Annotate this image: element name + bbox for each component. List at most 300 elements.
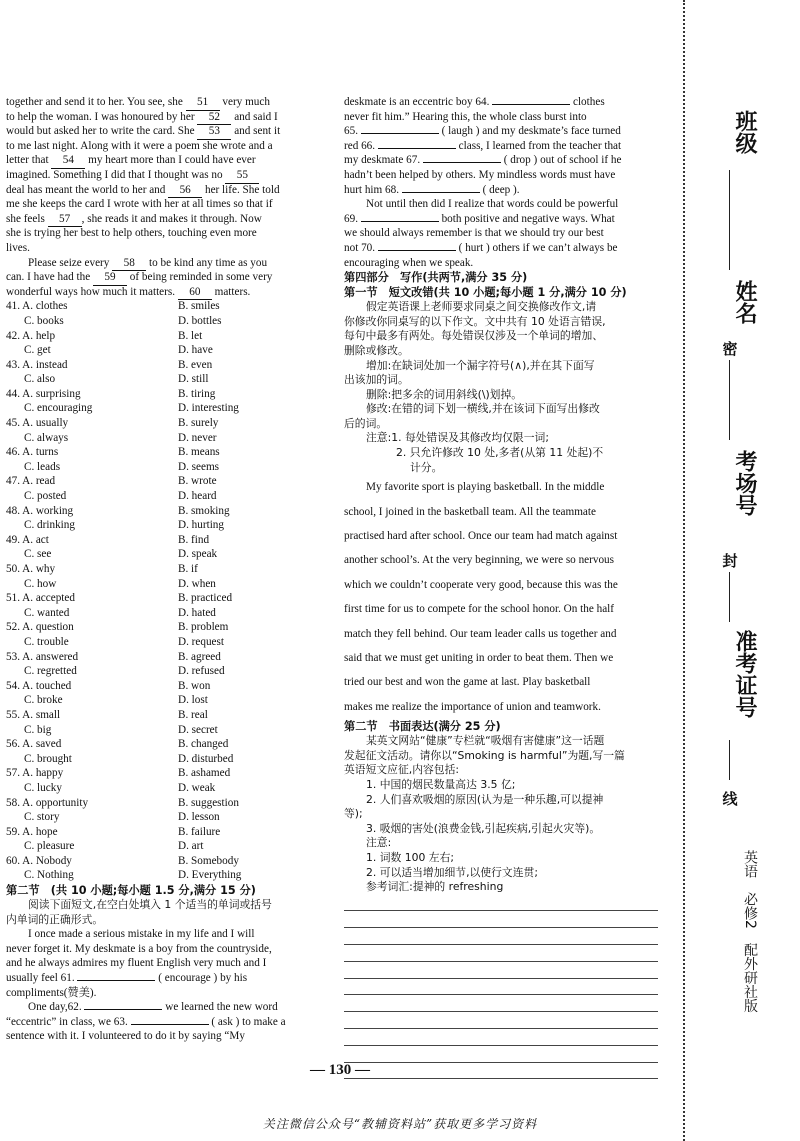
- instruction-line: 删除:把多余的词用斜线(\)划掉。: [366, 387, 523, 401]
- text-segment: ( laugh ) and my deskmate’s face turned: [438, 125, 621, 138]
- option-b[interactable]: B. failure: [178, 825, 221, 838]
- option-row: [6, 810, 324, 825]
- class-field-line[interactable]: [729, 170, 730, 270]
- option-row: [6, 766, 324, 781]
- option-row: [6, 854, 324, 869]
- option-row: [6, 708, 324, 723]
- text-line: [6, 197, 324, 212]
- text-line: [6, 183, 324, 198]
- writing-line[interactable]: [344, 995, 658, 1012]
- text-segment: compliments(赞美).: [6, 986, 97, 999]
- option-c[interactable]: C. books: [24, 314, 64, 327]
- writing-heading: 第二节 书面表达(满分 25 分): [344, 720, 501, 734]
- option-a[interactable]: 55. A. small: [6, 708, 61, 721]
- option-a[interactable]: 43. A. instead: [6, 358, 68, 371]
- text-segment: can. I have had the: [6, 271, 93, 284]
- option-row: [6, 416, 324, 431]
- text-line: [6, 110, 324, 125]
- option-a[interactable]: 42. A. help: [6, 329, 56, 342]
- option-a[interactable]: 54. A. touched: [6, 679, 72, 692]
- text-line: [6, 226, 324, 241]
- part4-heading: 第四部分 写作(共两节,满分 35 分): [344, 271, 528, 285]
- text-line: [6, 956, 324, 971]
- writing-line[interactable]: [344, 945, 658, 962]
- option-a[interactable]: 56. A. saved: [6, 738, 62, 751]
- option-d[interactable]: D. seems: [178, 460, 220, 473]
- option-row: [6, 533, 324, 548]
- option-row: [6, 635, 324, 650]
- section2-heading: 第二节 (共 10 小题;每小题 1.5 分,满分 15 分): [6, 884, 256, 898]
- text-segment: ( encourage ) by his: [155, 972, 248, 985]
- option-row: [6, 504, 324, 519]
- text-segment: usually feel 61.: [6, 972, 78, 985]
- text-segment: both positive and negative ways. What: [438, 212, 615, 225]
- option-d[interactable]: D. secret: [178, 723, 218, 736]
- option-row: [6, 299, 324, 314]
- option-row: [6, 796, 324, 811]
- option-d[interactable]: D. hurting: [178, 519, 224, 532]
- option-row: [6, 474, 324, 489]
- answer-blank[interactable]: 53: [197, 124, 231, 140]
- prompt-line: 1. 词数 100 左右;: [366, 850, 455, 864]
- id-field-label: 准考证号: [732, 630, 757, 718]
- prompt-line: 等);: [344, 807, 363, 821]
- option-a[interactable]: 52. A. question: [6, 621, 74, 634]
- option-b[interactable]: B. smoking: [178, 504, 230, 517]
- text-segment: hurt him 68.: [344, 183, 402, 196]
- essay-line: said that we must get uniting in order to beat them. Then we: [344, 651, 614, 664]
- essay-line: which we couldn’t cooperate very good, because this was the: [344, 578, 618, 591]
- essay-line: match they fell behind. Our team leader calls us together and: [344, 627, 617, 640]
- text-segment: very much: [219, 96, 270, 108]
- text-segment: to help the woman. I was honoured by her: [6, 110, 198, 123]
- answer-blank[interactable]: 56: [168, 183, 202, 199]
- option-d[interactable]: D. Everything: [178, 869, 242, 882]
- essay-line: school, I joined in the basketball team. All the teammate: [344, 505, 596, 518]
- option-c[interactable]: C. Nothing: [24, 869, 74, 882]
- answer-blank[interactable]: [378, 148, 456, 149]
- option-row: [6, 445, 324, 460]
- text-segment: together and send it to her. You see, she: [6, 96, 186, 108]
- grammar-fill-passage-continued: [344, 95, 662, 270]
- option-a[interactable]: 47. A. read: [6, 475, 56, 488]
- essay-line: makes me realize the importance of union and teamwork.: [344, 700, 601, 713]
- text-segment: ( drop ) out of school if he: [500, 154, 622, 167]
- prompt-line: 2. 可以适当增加细节,以使行文连贯;: [366, 865, 538, 879]
- option-b[interactable]: B. changed: [178, 738, 229, 751]
- grammar-fill-passage: [6, 927, 324, 1044]
- error-correction-instructions: [344, 300, 662, 475]
- writing-line[interactable]: [344, 928, 658, 945]
- text-line: [6, 285, 324, 300]
- option-d[interactable]: D. speak: [178, 548, 218, 561]
- option-row: [6, 387, 324, 402]
- text-segment: never fit him.” Hearing this, the whole class burst into: [344, 110, 587, 123]
- option-d[interactable]: D. art: [178, 840, 204, 853]
- text-segment: we should always remember is that we should try our best: [344, 227, 604, 240]
- text-segment: we learned the new word: [162, 1001, 278, 1014]
- option-a[interactable]: 60. A. Nobody: [6, 854, 72, 867]
- option-c[interactable]: C. trouble: [24, 635, 69, 648]
- option-c[interactable]: C. always: [24, 431, 69, 444]
- binding-cut-line: [683, 0, 685, 1141]
- option-a[interactable]: 53. A. answered: [6, 650, 79, 663]
- option-b[interactable]: B. suggestion: [178, 796, 239, 809]
- answer-blank[interactable]: 55: [225, 168, 259, 184]
- option-row: [6, 314, 324, 329]
- section2-instructions: [6, 898, 324, 927]
- option-c[interactable]: C. lucky: [24, 781, 62, 794]
- option-a[interactable]: 45. A. usually: [6, 417, 69, 430]
- text-line: [344, 183, 662, 198]
- option-d[interactable]: D. when: [178, 577, 216, 590]
- prompt-line: 注意:: [366, 836, 392, 850]
- text-line: [6, 124, 324, 139]
- writing-line[interactable]: [344, 962, 658, 979]
- writing-line[interactable]: [344, 979, 658, 996]
- cloze-options: [6, 299, 324, 883]
- option-row: [6, 460, 324, 475]
- text-line: [344, 241, 662, 256]
- text-segment: ( deep ).: [479, 183, 520, 196]
- instruction-line: 注意:1. 每处错误及其修改均仅限一词;: [366, 431, 549, 445]
- option-row: [6, 693, 324, 708]
- writing-line[interactable]: [344, 1012, 658, 1029]
- text-segment: her life. She told: [202, 183, 280, 196]
- answer-blank[interactable]: 52: [197, 110, 231, 126]
- option-a[interactable]: 41. A. clothes: [6, 300, 68, 313]
- option-row: [6, 343, 324, 358]
- option-row: [6, 679, 324, 694]
- text-line: [6, 1029, 324, 1044]
- text-segment: Not until then did I realize that words could be powerful: [366, 198, 619, 211]
- option-a[interactable]: 51. A. accepted: [6, 592, 75, 605]
- prompt-line: 某英文网站“健康”专栏就“吸烟有害健康”这一话题: [366, 734, 605, 748]
- option-b[interactable]: B. Somebody: [178, 854, 239, 867]
- text-line: [6, 1000, 324, 1015]
- text-line: [344, 226, 662, 241]
- room-field-line[interactable]: [729, 572, 730, 622]
- prompt-line: 2. 人们喜欢吸烟的原因(认为是一种乐趣,可以提神: [366, 792, 604, 806]
- option-d[interactable]: D. refused: [178, 665, 225, 678]
- essay-line: tried our best and won the game at last. Play basketball: [344, 676, 591, 689]
- answer-blank[interactable]: 60: [178, 285, 212, 301]
- prompt-line: 发起征文活动。请你以“Smoking is harmful”为题,写一篇: [344, 748, 625, 762]
- option-row: [6, 737, 324, 752]
- option-b[interactable]: B. won: [178, 679, 211, 692]
- option-row: [6, 372, 324, 387]
- option-c[interactable]: C. see: [24, 548, 52, 561]
- id-field-line[interactable]: [729, 740, 730, 780]
- writing-line[interactable]: [344, 1029, 658, 1046]
- essay-line: another school’s. At the very beginning, we were so nervous: [344, 554, 614, 567]
- instruction-line: 2. 只允许修改 10 处,多者(从第 11 处起)不: [396, 446, 604, 460]
- text-segment: 69.: [344, 212, 361, 225]
- answer-blank[interactable]: [77, 980, 155, 981]
- option-b[interactable]: B. tiring: [178, 387, 216, 400]
- text-line: [6, 241, 324, 256]
- text-segment: to me last night. Along with it were a poem she wrote and a: [6, 139, 273, 152]
- text-segment: my deskmate 67.: [344, 154, 423, 167]
- error-correction-heading: 第一节 短文改错(共 10 小题;每小题 1 分,满分 10 分): [344, 286, 627, 300]
- prompt-line: 3. 吸烟的害处(浪费金钱,引起疾病,引起火灾等)。: [366, 821, 601, 835]
- text-segment: would but asked her to write the card. She: [6, 125, 198, 138]
- instruction-line: 后的词。: [344, 416, 388, 430]
- text-segment: class, I learned from the teacher that: [455, 139, 622, 152]
- answer-blank[interactable]: 51: [186, 95, 220, 111]
- answer-blank[interactable]: 58: [112, 256, 146, 272]
- text-line: [344, 139, 662, 154]
- essay-line: first time for us to compete for the school honor. On the half: [344, 603, 614, 616]
- answer-blank[interactable]: [361, 133, 439, 134]
- text-line: [344, 197, 662, 212]
- option-a[interactable]: 49. A. act: [6, 533, 49, 546]
- option-row: [6, 518, 324, 533]
- text-segment: red 66.: [344, 139, 378, 152]
- option-c[interactable]: C. big: [24, 723, 52, 736]
- option-row: [6, 329, 324, 344]
- option-d[interactable]: D. hated: [178, 606, 216, 619]
- writing-line[interactable]: [344, 895, 658, 912]
- text-segment: Please seize every: [28, 256, 113, 269]
- option-b[interactable]: B. means: [178, 446, 220, 459]
- text-segment: letter that: [6, 154, 52, 167]
- option-b[interactable]: B. problem: [178, 621, 229, 634]
- answer-blank[interactable]: [361, 221, 439, 222]
- text-segment: lives.: [6, 241, 30, 254]
- text-segment: deskmate is an eccentric boy 64.: [344, 96, 493, 108]
- option-row: [6, 401, 324, 416]
- text-segment: ( hurt ) others if we can’t always be: [455, 241, 618, 254]
- option-row: [6, 620, 324, 635]
- option-c[interactable]: C. broke: [24, 694, 63, 707]
- option-b[interactable]: B. practiced: [178, 592, 233, 605]
- option-c[interactable]: C. leads: [24, 460, 61, 473]
- text-segment: she feels: [6, 212, 48, 225]
- text-line: [344, 95, 662, 110]
- answer-blank[interactable]: 57: [48, 212, 82, 228]
- text-line: [6, 986, 324, 1001]
- text-segment: deal has meant the world to her and: [6, 183, 169, 196]
- text-line: [6, 153, 324, 168]
- text-segment: encouraging when we speak.: [344, 256, 474, 269]
- essay-line: practised hard after school. Once our team had match against: [344, 530, 618, 543]
- option-c[interactable]: C. story: [24, 811, 60, 824]
- option-b[interactable]: B. smiles: [178, 300, 220, 313]
- text-segment: clothes: [570, 96, 605, 108]
- answer-blank[interactable]: [423, 162, 501, 163]
- text-segment: I once made a serious mistake in my life and I will: [28, 928, 255, 941]
- seal-mi: 密: [722, 340, 738, 358]
- option-row: [6, 781, 324, 796]
- option-row: [6, 650, 324, 665]
- option-b[interactable]: B. agreed: [178, 650, 221, 663]
- text-segment: my heart more than I could have ever: [85, 154, 256, 167]
- writing-line[interactable]: [344, 1046, 658, 1063]
- text-segment: 65.: [344, 125, 361, 138]
- instruction-line: 每句中最多有两处。每处错误仅涉及一个单词的增加、: [344, 329, 604, 343]
- class-field-label: 班级: [732, 110, 757, 154]
- text-line: [344, 110, 662, 125]
- option-a[interactable]: 50. A. why: [6, 563, 56, 575]
- text-segment: wonderful ways how much it matters.: [6, 285, 178, 298]
- instruction-line: 阅读下面短文,在空白处填入 1 个适当的单词或括号: [28, 898, 272, 912]
- text-segment: hadn’t been helped by others. My mindless words must have: [344, 168, 616, 181]
- option-b[interactable]: B. find: [178, 533, 210, 546]
- option-d[interactable]: D. still: [178, 373, 209, 386]
- option-a[interactable]: 58. A. opportunity: [6, 796, 89, 809]
- option-d[interactable]: D. interesting: [178, 402, 239, 415]
- text-line: [6, 95, 324, 110]
- instruction-line: 你修改你同桌写的以下作文。文中共有 10 处语言错误,: [344, 314, 606, 328]
- text-segment: and he always admires my fluent English very much and I: [6, 957, 267, 970]
- answer-blank[interactable]: [492, 104, 570, 105]
- answer-blank[interactable]: 54: [51, 153, 85, 169]
- answer-blank[interactable]: [402, 192, 480, 193]
- text-line: [344, 256, 662, 271]
- instruction-line: 增加:在缺词处加一个漏字符号(∧),并在其下面写: [366, 358, 595, 372]
- answer-blank[interactable]: [378, 250, 456, 251]
- option-a[interactable]: 59. A. hope: [6, 825, 58, 838]
- text-line: [6, 139, 324, 154]
- option-row: [6, 591, 324, 606]
- book-info: 英语 必修2 配外研社版: [742, 850, 758, 1013]
- cloze-passage: [6, 95, 324, 299]
- option-c[interactable]: C. how: [24, 577, 57, 590]
- text-line: [6, 256, 324, 271]
- option-a[interactable]: 57. A. happy: [6, 767, 64, 780]
- prompt-line: 英语短文应征,内容包括:: [344, 763, 460, 777]
- option-row: [6, 562, 324, 577]
- option-a[interactable]: 46. A. turns: [6, 446, 59, 459]
- text-segment: , she reads it and makes it through. Now: [81, 212, 262, 225]
- option-row: [6, 577, 324, 592]
- binding-sidebar: [700, 110, 760, 1080]
- option-c[interactable]: C. also: [24, 373, 56, 386]
- instruction-line: 修改:在错的词下划一横线,并在该词下面写出修改: [366, 402, 600, 416]
- option-b[interactable]: B. wrote: [178, 475, 217, 488]
- text-segment: and sent it: [231, 125, 281, 138]
- instruction-line: 出该加的词。: [344, 373, 409, 387]
- option-d[interactable]: D. weak: [178, 781, 216, 794]
- text-line: [344, 212, 662, 227]
- footer-watermark: 关注微信公众号“教辅资料站”获取更多学习资料: [262, 1117, 538, 1131]
- text-segment: not 70.: [344, 241, 378, 254]
- seal-xian: 线: [722, 790, 738, 808]
- answer-blank[interactable]: [84, 1009, 162, 1010]
- answer-blank[interactable]: 59: [93, 270, 127, 286]
- option-d[interactable]: D. bottles: [178, 314, 222, 327]
- text-segment: matters.: [211, 285, 251, 298]
- option-row: [6, 489, 324, 504]
- text-segment: One day,62.: [28, 1001, 85, 1014]
- option-row: [6, 825, 324, 840]
- text-line: [6, 942, 324, 957]
- text-line: [344, 153, 662, 168]
- option-row: [6, 723, 324, 738]
- option-d[interactable]: D. never: [178, 431, 217, 444]
- name-field-line[interactable]: [729, 360, 730, 440]
- option-d[interactable]: D. have: [178, 344, 213, 357]
- option-b[interactable]: B. surely: [178, 417, 219, 430]
- text-segment: ( ask ) to make a: [208, 1015, 286, 1028]
- text-segment: me she keeps the card I wrote with her at all times so that if: [6, 198, 273, 211]
- text-line: [344, 124, 662, 139]
- text-segment: sentence with it. I volunteered to do it by saying “My: [6, 1030, 245, 1043]
- text-segment: to be kind any time as you: [146, 256, 268, 269]
- room-field-label: 考场号: [732, 450, 757, 516]
- option-b[interactable]: B. even: [178, 358, 213, 371]
- text-line: [6, 971, 324, 986]
- option-c[interactable]: C. encouraging: [24, 402, 93, 415]
- text-line: [6, 168, 324, 183]
- instruction-line: 计分。: [410, 460, 443, 474]
- option-row: [6, 664, 324, 679]
- option-d[interactable]: D. lesson: [178, 811, 220, 824]
- option-d[interactable]: D. heard: [178, 490, 217, 503]
- prompt-line: 参考词汇:提神的 refreshing: [366, 880, 504, 894]
- option-a[interactable]: 48. A. working: [6, 504, 74, 517]
- option-c[interactable]: C. get: [24, 344, 51, 357]
- option-d[interactable]: D. request: [178, 635, 224, 648]
- text-segment: and said I: [231, 110, 278, 123]
- option-row: [6, 431, 324, 446]
- text-line: [6, 270, 324, 285]
- option-row: [6, 547, 324, 562]
- writing-prompt: [344, 734, 662, 895]
- option-row: [6, 868, 324, 883]
- answer-blank[interactable]: [131, 1024, 209, 1025]
- option-row: [6, 752, 324, 767]
- option-b[interactable]: B. if: [178, 563, 198, 575]
- option-d[interactable]: D. lost: [178, 694, 208, 707]
- instruction-line: 删除或修改。: [344, 343, 409, 357]
- right-column: [344, 95, 662, 1079]
- left-column: [6, 95, 324, 1044]
- writing-answer-area[interactable]: [344, 895, 662, 1080]
- option-b[interactable]: B. real: [178, 708, 208, 721]
- text-line: [6, 212, 324, 227]
- page-number: — 130 —: [310, 1062, 370, 1078]
- option-b[interactable]: B. ashamed: [178, 767, 231, 780]
- option-row: [6, 358, 324, 373]
- text-line: [6, 1015, 324, 1030]
- option-b[interactable]: B. let: [178, 329, 203, 342]
- option-row: [6, 606, 324, 621]
- option-c[interactable]: C. regretted: [24, 665, 77, 678]
- instruction-line: 内单词的正确形式。: [6, 912, 104, 926]
- option-row: [6, 839, 324, 854]
- prompt-line: 1. 中国的烟民数量高达 3.5 亿;: [366, 777, 516, 791]
- name-field-label: 姓名: [732, 280, 757, 324]
- option-d[interactable]: D. disturbed: [178, 752, 234, 765]
- text-line: [344, 168, 662, 183]
- seal-feng: 封: [722, 552, 738, 570]
- option-a[interactable]: 44. A. surprising: [6, 387, 81, 400]
- option-c[interactable]: C. pleasure: [24, 840, 75, 853]
- text-segment: imagined. Something I did that I thought was no: [6, 168, 226, 181]
- text-segment: she is trying her best to help others, touching even more: [6, 227, 257, 240]
- essay-line: My favorite sport is playing basketball. In the middle: [366, 481, 605, 494]
- option-c[interactable]: C. wanted: [24, 606, 70, 619]
- writing-line[interactable]: [344, 911, 658, 928]
- text-segment: never forget it. My deskmate is a boy from the countryside,: [6, 942, 272, 955]
- option-c[interactable]: C. posted: [24, 490, 67, 503]
- instruction-line: 假定英语课上老师要求同桌之间交换修改作文,请: [366, 300, 597, 314]
- option-c[interactable]: C. drinking: [24, 519, 75, 532]
- text-line: [6, 927, 324, 942]
- option-c[interactable]: C. brought: [24, 752, 72, 765]
